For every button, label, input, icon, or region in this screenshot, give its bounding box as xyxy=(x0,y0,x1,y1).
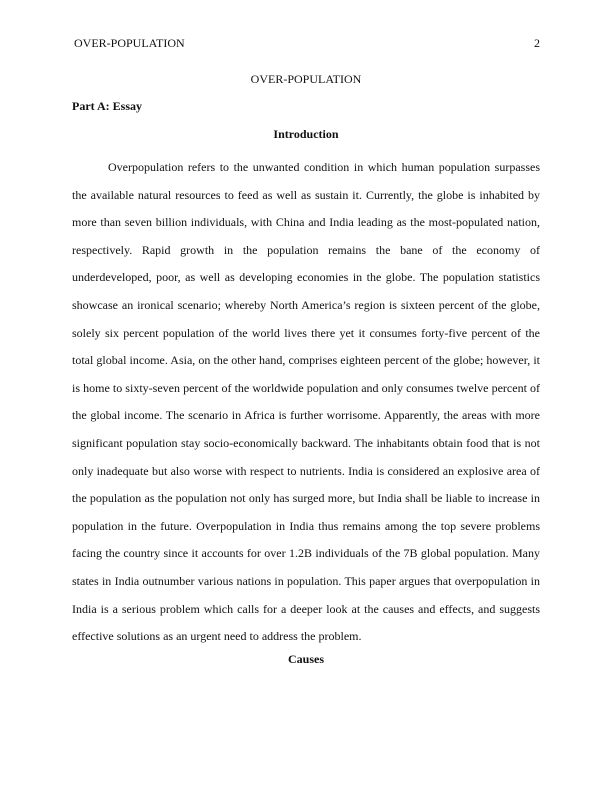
introduction-paragraph: Overpopulation refers to the unwanted condition in which human population surpasses the available natural resources to feed as well as sustain it. Currently, the globe is inhabited by more than seven billion individuals, with China and India leading as the most-populated nation, respectively. Rapid growth in the population remains the bane of the economy of underdeveloped, poor, as well as developing economies in the globe. The population statistics showcase an ironical scenario; whereby North America’s region is sixteen percent of the globe, solely six percent population of the world lives there yet it consumes forty-five percent of the total global income. Asia, on the other hand, comprises eighteen percent of the globe; however, it is home to sixty-seven percent of the worldwide population and only consumes twelve percent of the global income. The scenario in Africa is further worrisome. Apparently, the areas with more significant population stay socio-economically backward. The inhabitants obtain food that is not only inadequate but also worse with respect to nutrients. India is considered an explosive area of the population as the population not only has surged more, but India shall be liable to increase in population in the future. Overpopulation in India thus remains among the top severe problems facing the country since it accounts for over 1.2B individuals of the 7B global population. Many states in India outnumber various nations in population. This paper argues that overpopulation in India is a serious problem which calls for a deeper look at the causes and effects, and suggests effective solutions as an urgent need to address the problem. xyxy=(72,160,540,644)
part-label: Part A: Essay xyxy=(72,99,142,113)
running-header xyxy=(74,36,540,50)
section-heading-introduction: Introduction xyxy=(273,127,339,141)
page-number: 2 xyxy=(534,36,540,50)
running-head-title: OVER-POPULATION xyxy=(74,36,185,50)
section-heading-causes: Causes xyxy=(287,652,324,666)
document-title: OVER-POPULATION xyxy=(250,72,362,86)
